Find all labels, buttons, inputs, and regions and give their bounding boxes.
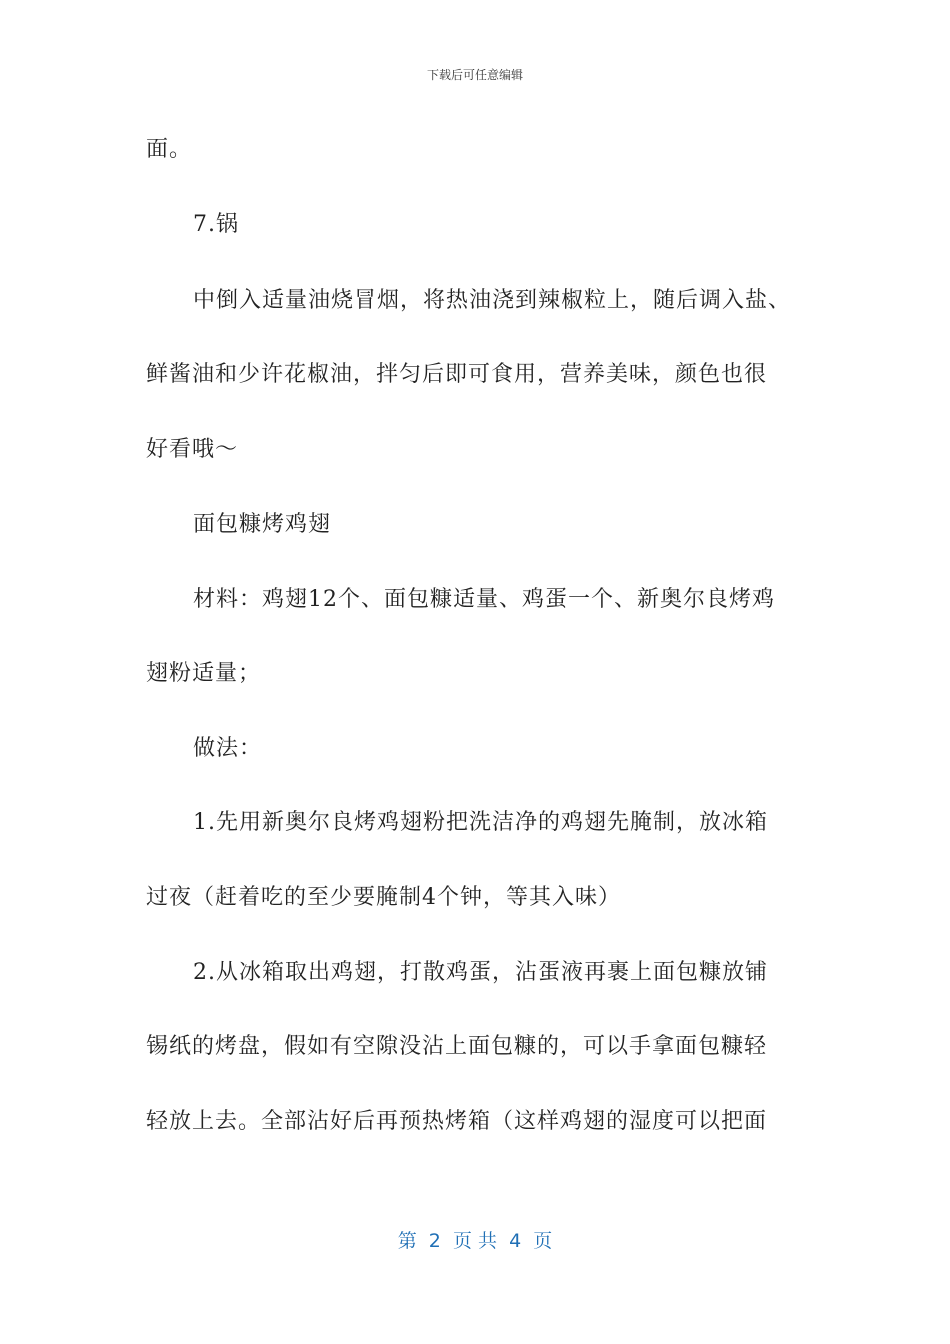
ingredients-line: 材料：鸡翅12个、面包糠适量、鸡蛋一个、新奥尔良烤鸡 — [193, 587, 775, 612]
step-line: 2.从冰箱取出鸡翅，打散鸡蛋，沾蛋液再裹上面包糠放铺 — [193, 960, 768, 985]
page-header: 下载后可任意编辑 — [426, 68, 523, 82]
step-heading: 7.锅 — [193, 212, 239, 237]
page-number-footer: 第 2 页 共 4 页 — [397, 1230, 553, 1252]
method-heading: 做法： — [193, 736, 263, 761]
step-line: 1.先用新奥尔良烤鸡翅粉把洗洁净的鸡翅先腌制，放冰箱 — [193, 810, 768, 835]
body-line: 中倒入适量油烧冒烟，将热油浇到辣椒粒上，随后调入盐、 — [193, 288, 792, 313]
body-line: 好看哦～ — [146, 437, 239, 462]
step-line: 锡纸的烤盘，假如有空隙没沾上面包糠的，可以手拿面包糠轻 — [146, 1034, 768, 1059]
body-line: 鲜酱油和少许花椒油，拌匀后即可食用，营养美味，颜色也很 — [146, 362, 768, 387]
ingredients-line: 翅粉适量； — [146, 661, 262, 686]
step-line: 轻放上去。全部沾好后再预热烤箱（这样鸡翅的湿度可以把面 — [146, 1109, 768, 1134]
step-line: 过夜（赶着吃的至少要腌制4个钟，等其入味） — [146, 885, 621, 910]
body-line: 面。 — [146, 137, 193, 162]
recipe-title: 面包糠烤鸡翅 — [193, 512, 332, 537]
